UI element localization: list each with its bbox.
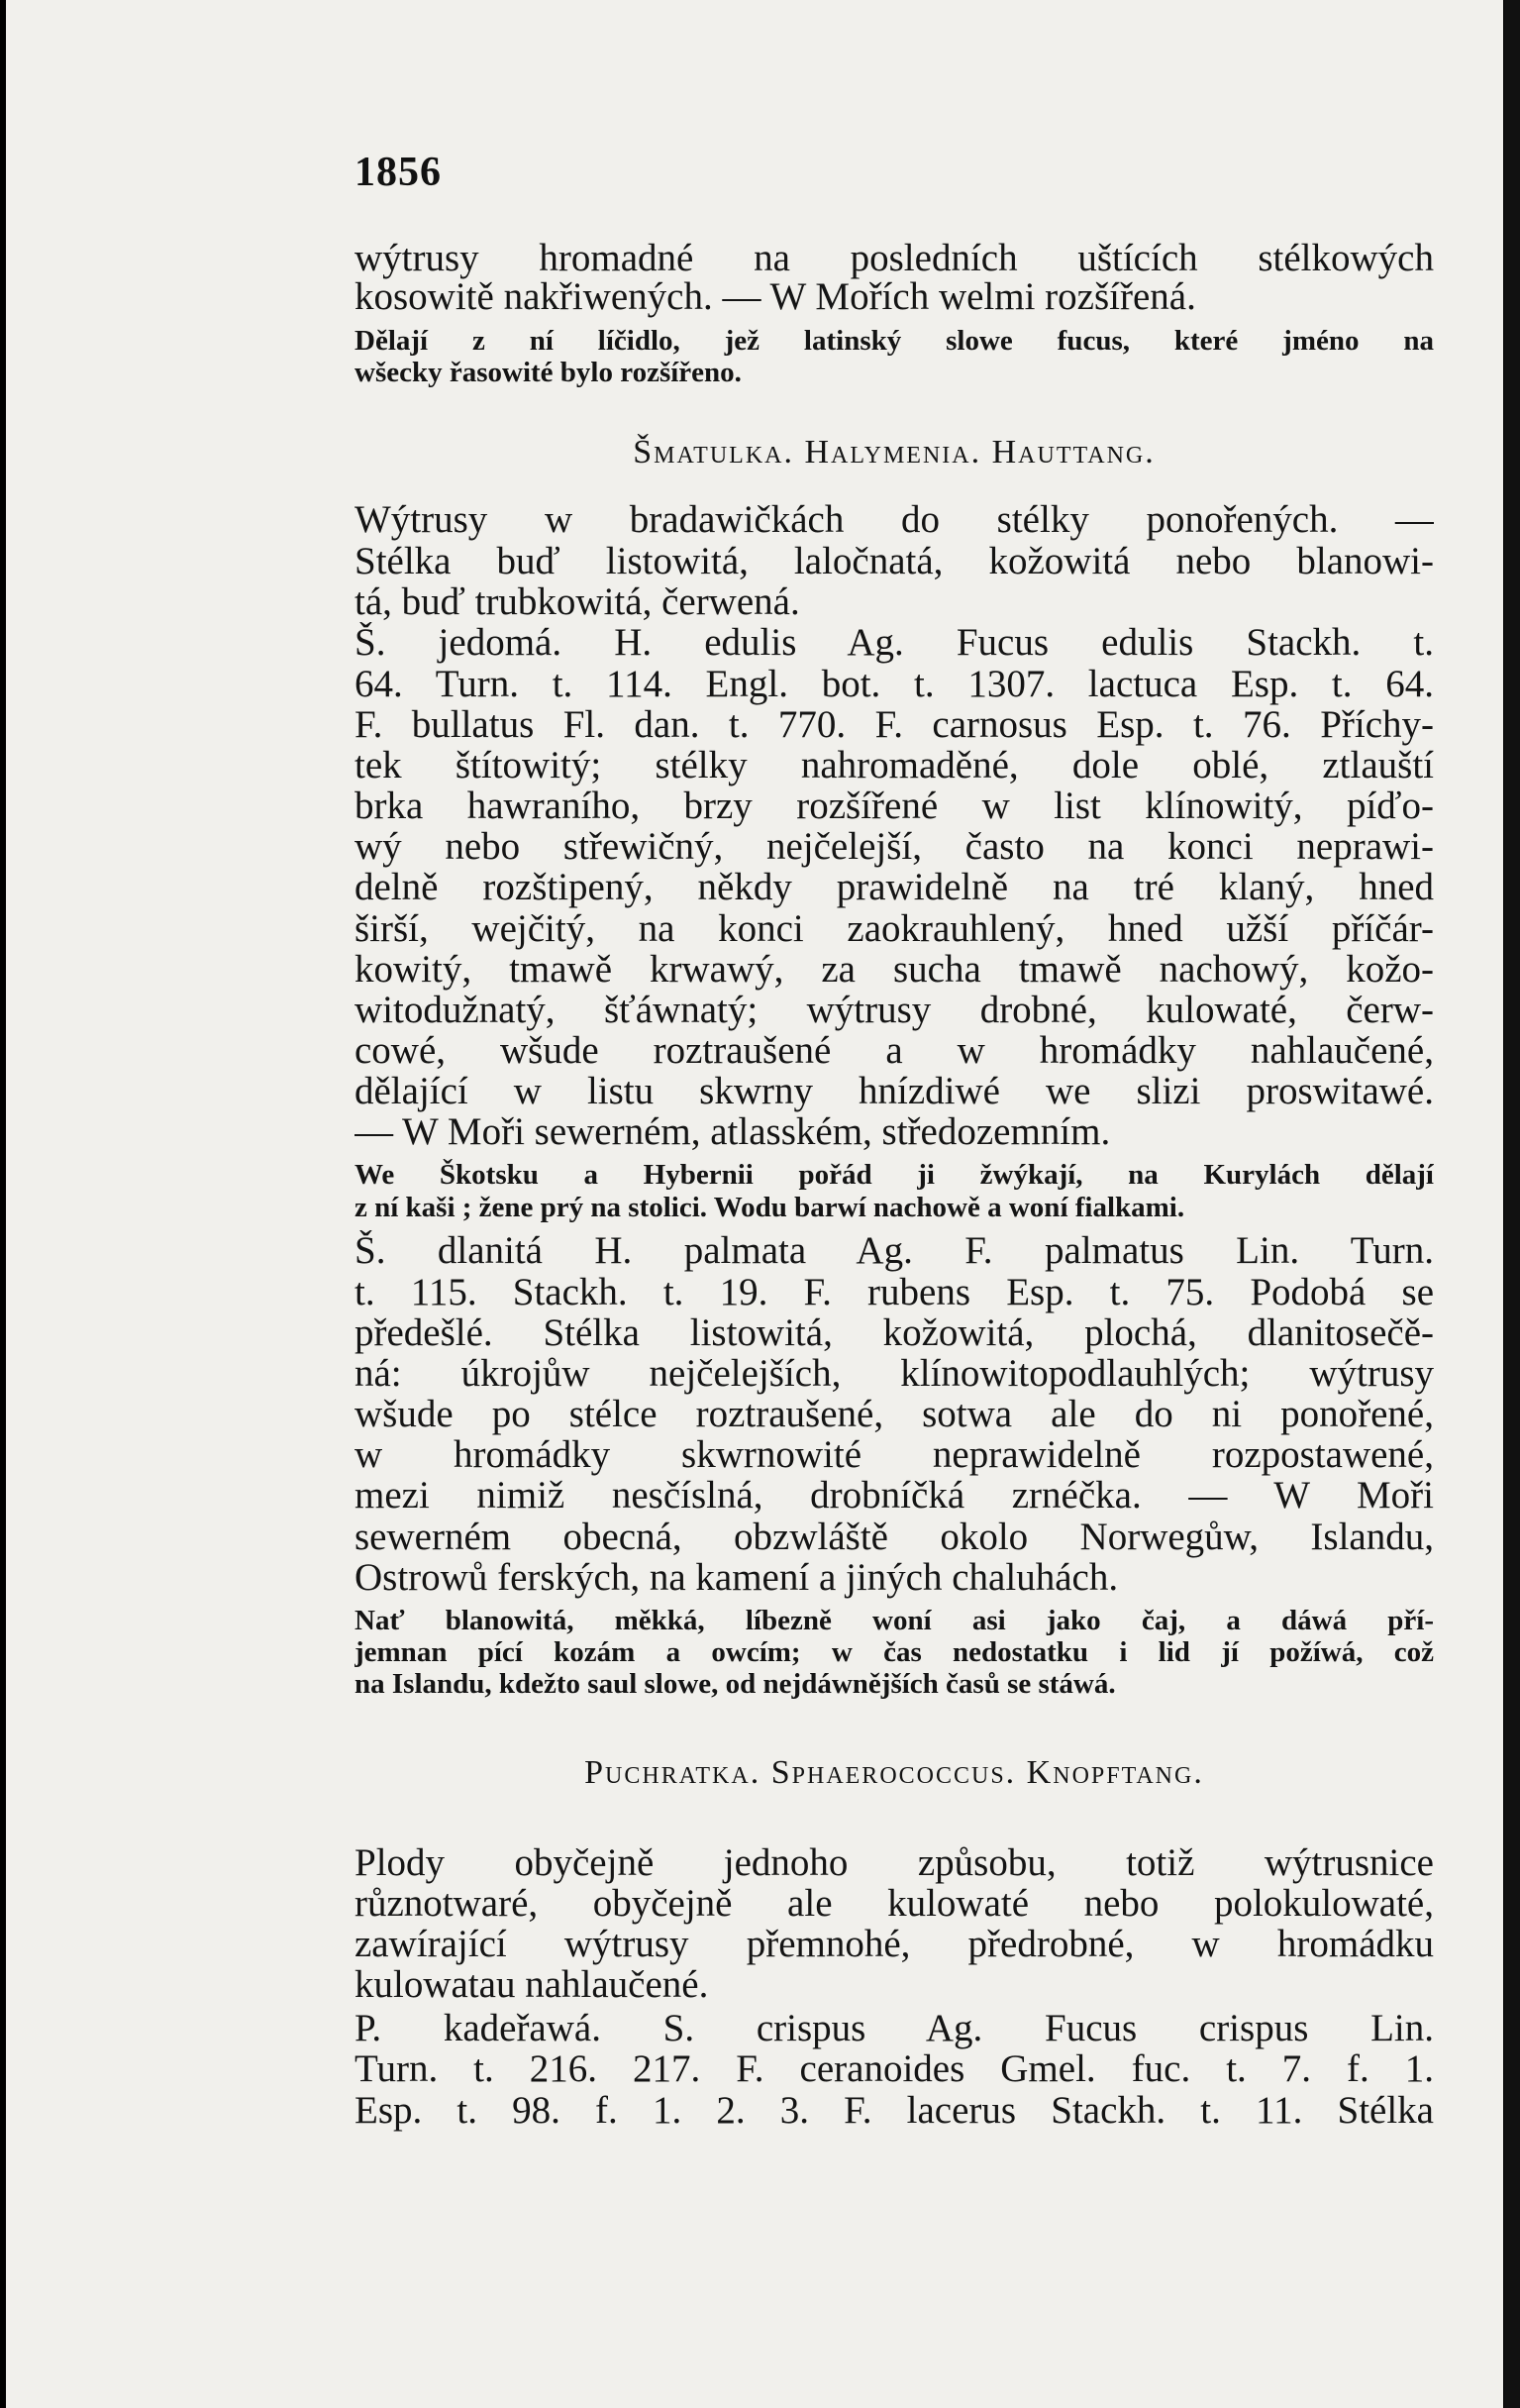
text-line: kulowatau nahlaučené. (355, 1964, 709, 2006)
text-line: w hromádky skwrnowité neprawidelně rozpostawené, (355, 1434, 1434, 1476)
text-line: Wýtrusy w bradawičkách do stélky ponořených. — (355, 499, 1434, 541)
footnote-line: wšecky řasowité bylo rozšířeno. (355, 357, 742, 388)
text-line: předešlé. Stélka listowitá, kožowitá, plochá, dlanitosečě- (355, 1312, 1434, 1354)
text-line: tá, buď trubkowitá, čerwená. (355, 581, 800, 623)
text-line: t. 115. Stackh. t. 19. F. rubens Esp. t. 75. Podobá se (355, 1272, 1434, 1313)
text-line: kowitý, tmawě krwawý, za sucha tmawě nachowý, kožo- (355, 949, 1434, 991)
text-line: — W Moři sewerném, atlasském, středozemním. (355, 1111, 1111, 1153)
text-line: cowé, wšude roztraušené a w hromádky nahlaučené, (355, 1030, 1434, 1072)
text-line: Š. dlanitá H. palmata Ag. F. palmatus Lin. Turn. (355, 1230, 1434, 1272)
text-line: 64. Turn. t. 114. Engl. bot. t. 1307. lactuca Esp. t. 64. (355, 664, 1434, 705)
text-line: wý nebo střewičný, nejčelejší, často na konci neprawi- (355, 826, 1434, 868)
footnote-line: na Islandu, kdežto saul slowe, od nejdáwnějších časů se stáwá. (355, 1668, 1116, 1700)
footnote-line: z ní kaši ; žene prý na stolici. Wodu barwí nachowě a woní fialkami. (355, 1192, 1185, 1223)
text-line: brka hawraního, brzy rozšířené w list klínowitý, píďo- (355, 785, 1434, 827)
text-line: mezi nimiž nesčíslná, drobníčká zrnéčka. — W Moři (355, 1475, 1434, 1517)
text-line: wšude po stélce roztraušené, sotwa ale do ni ponořené, (355, 1394, 1434, 1435)
text-line: Turn. t. 216. 217. F. ceranoides Gmel. fuc. t. 7. f. 1. (355, 2048, 1434, 2090)
text-line: zawírající wýtrusy přemnohé, předrobné, w hromádku (355, 1924, 1434, 1965)
text-line: různotwaré, obyčejně ale kulowaté nebo polokulowaté, (355, 1883, 1434, 1925)
footnote-line: We Škotsku a Hybernii pořád ji žwýkají, na Kurylách dělají (355, 1159, 1434, 1191)
footnote-line: jemnan pící kozám a owcím; w čas nedostatku i lid jí požíwá, což (355, 1636, 1434, 1668)
section-heading: Puchratka. Sphaerococcus. Knopftang. (584, 1754, 1204, 1791)
text-line: F. bullatus Fl. dan. t. 770. F. carnosus Esp. t. 76. Příchy- (355, 704, 1434, 746)
text-line: kosowitě nakřiwených. — W Mořích welmi rozšířená. (355, 276, 1196, 318)
text-line: wýtrusy hromadné na posledních uštících stélkowých (355, 238, 1434, 279)
text-line: Plody obyčejně jednoho způsobu, totiž wýtrusnice (355, 1842, 1434, 1884)
text-line: sewerném obecná, obzwláště okolo Norwegůw, Islandu, (355, 1517, 1434, 1558)
text-line: witodužnatý, šťáwnatý; wýtrusy drobné, kulowaté, čerw- (355, 990, 1434, 1031)
footnote-line: Dělají z ní líčidlo, jež latinský slowe fucus, které jméno na (355, 325, 1434, 357)
text-line: delně rozštipený, někdy prawidelně na tré klaný, hned (355, 867, 1434, 908)
text-line: Ostrowů ferských, na kamení a jiných chaluhách. (355, 1557, 1119, 1599)
text-line: dělající w listu skwrny hnízdiwé we slizi proswitawé. (355, 1071, 1434, 1112)
section-heading: Šmatulka. Halymenia. Hauttang. (633, 434, 1156, 471)
text-line: P. kadeřawá. S. crispus Ag. Fucus crispus Lin. (355, 2008, 1434, 2049)
page-edge-shadow (1504, 0, 1520, 2408)
text-line: ná: úkrojůw nejčelejších, klínowitopodlauhlých; wýtrusy (355, 1353, 1434, 1395)
text-line: širší, wejčitý, na konci zaokrauhlený, hned užší příčár- (355, 908, 1434, 950)
page-number: 1856 (355, 150, 442, 195)
footnote-line: Nať blanowitá, měkká, líbezně woní asi jako čaj, a dáwá pří- (355, 1605, 1434, 1636)
text-line: Stélka buď listowitá, laločnatá, kožowitá nebo blanowi- (355, 541, 1434, 582)
text-line: tek štítowitý; stélky nahromaděné, dole oblé, ztlauští (355, 745, 1434, 786)
text-line: Esp. t. 98. f. 1. 2. 3. F. lacerus Stackh. t. 11. Stélka (355, 2090, 1434, 2132)
text-line: Š. jedomá. H. edulis Ag. Fucus edulis Stackh. t. (355, 622, 1434, 664)
